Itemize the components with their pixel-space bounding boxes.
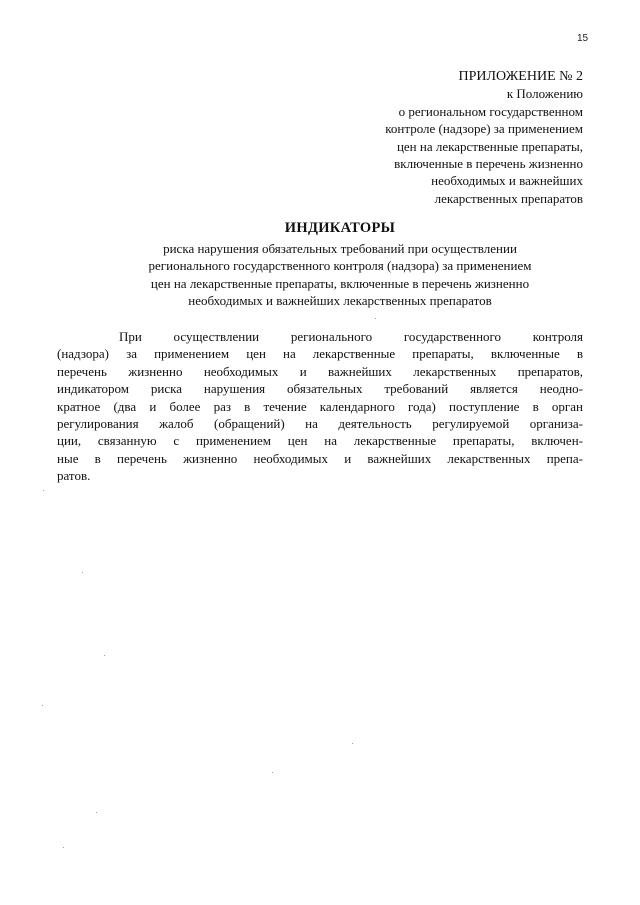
subtitle-line: регионального государственного контроля (надзора) за применением (148, 258, 532, 274)
subtitle-line: цен на лекарственные препараты, включенные в перечень жизненно (150, 275, 530, 291)
body-line: При осуществлении регионального государственного контроля (119, 329, 583, 344)
scan-speck (63, 847, 64, 848)
scan-speck (104, 655, 105, 656)
scan-speck (43, 490, 44, 491)
body-line: ные в перечень жизненно необходимых и важнейших лекарственных препа- (57, 450, 583, 466)
appendix-header (283, 68, 583, 207)
body-line: регулирования жалоб (обращений) на деятельность регулируемой организа- (57, 416, 583, 432)
body-line: ции, связанную с применением цен на лекарственные препараты, включен- (57, 433, 583, 449)
appendix-line: контроле (надзоре) за применением (385, 121, 583, 137)
body-line: ратов. (57, 468, 91, 484)
appendix-line: включенные в перечень жизненно (394, 156, 583, 172)
document-title: ИНДИКАТОРЫ (284, 220, 396, 236)
document-subtitle (90, 240, 590, 310)
appendix-line: к Положению (506, 86, 583, 102)
appendix-line: о региональном государственном (398, 103, 583, 119)
appendix-line: цен на лекарственные препараты, (396, 138, 583, 154)
page-number: 15 (577, 33, 589, 44)
scan-speck (82, 572, 83, 573)
appendix-line: необходимых и важнейших (431, 173, 583, 189)
appendix-line: лекарственных препаратов (434, 190, 583, 206)
scan-speck (96, 812, 97, 813)
subtitle-line: риска нарушения обязательных требований при осуществлении (163, 241, 517, 256)
body-line: кратное (два и более раз в течение календарного года) поступление в орган (57, 398, 583, 414)
body-line: перечень жизненно необходимых и важнейших лекарственных препаратов, (57, 363, 583, 379)
body-paragraph (57, 328, 583, 485)
scan-speck (375, 318, 376, 319)
body-line: индикатором риска нарушения обязательных требований является неодно- (57, 381, 583, 397)
body-line: (надзора) за применением цен на лекарственные препараты, включенные в (57, 346, 583, 362)
appendix-title: ПРИЛОЖЕНИЕ № 2 (458, 69, 583, 84)
scan-speck (42, 705, 43, 706)
scan-speck (272, 772, 273, 773)
subtitle-line: необходимых и важнейших лекарственных препаратов (188, 293, 492, 309)
scan-speck (352, 743, 353, 744)
